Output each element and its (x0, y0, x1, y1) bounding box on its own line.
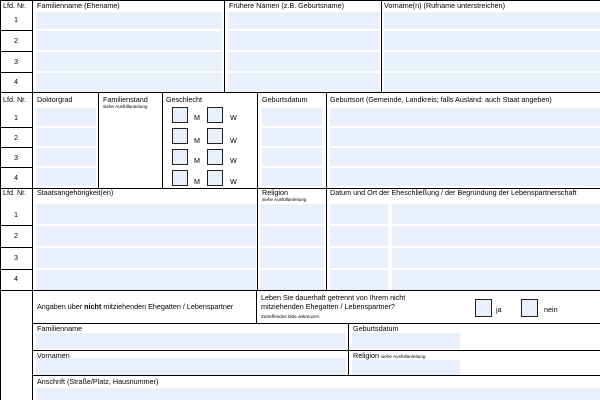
field-spouse-familienname[interactable] (36, 333, 346, 349)
spouse-question-note: Zutreffendes bitte ankreuzen (261, 314, 320, 319)
field-familienname-1[interactable] (36, 12, 222, 29)
field-fruehere-namen-3[interactable] (228, 52, 380, 71)
s3-header-staatsangehoerigkeit: Staatsangehörigkeit(en) (37, 188, 114, 197)
field-staatsangehoerigkeit-4[interactable] (36, 270, 256, 290)
checkbox-w-3[interactable] (207, 149, 223, 165)
field-religion-1[interactable] (260, 204, 324, 224)
spouse-intro-bold: nicht (84, 302, 102, 311)
checkbox-ja[interactable] (475, 299, 492, 317)
s3-header-lfd-nr: Lfd. Nr. (3, 188, 27, 197)
spouse-intro-prefix: Angaben über (37, 302, 85, 311)
label-w: W (230, 136, 237, 145)
s2-header-geschlecht: Geschlecht (166, 95, 202, 104)
field-doktorgrad-1[interactable] (36, 108, 96, 126)
spouse-question-line2: mitziehenden Ehegatten / Lebenspartner? (261, 302, 395, 311)
field-religion-4[interactable] (260, 270, 324, 290)
s1-row-number: 3 (14, 57, 18, 66)
s2-header-lfd-nr: Lfd. Nr. (3, 95, 27, 104)
spouse-religion-note: siehe Ausfüllanleitung (380, 354, 426, 359)
s2-row-number: 1 (14, 113, 18, 122)
field-fruehere-namen-4[interactable] (228, 73, 380, 92)
checkbox-w-4[interactable] (207, 170, 223, 186)
label-w: W (230, 177, 237, 186)
field-staatsangehoerigkeit-1[interactable] (36, 204, 256, 224)
checkbox-nein[interactable] (521, 299, 538, 317)
s2-header-geburtsdatum: Geburtsdatum (262, 95, 308, 104)
s2-row-number: 2 (14, 133, 18, 142)
field-staatsangehoerigkeit-2[interactable] (36, 226, 256, 246)
spouse-intro-suffix: mitziehenden Ehegatten / Lebenspartner (101, 302, 234, 311)
field-geburtsdatum-4[interactable] (262, 168, 322, 186)
field-vornamen-4[interactable] (384, 73, 600, 92)
s3-header-eheschliessung: Datum und Ort der Eheschließung / der Begründung der Lebenspartnerschaft (330, 188, 577, 197)
spouse-familienname-label: Familienname (37, 324, 83, 333)
field-geburtsort-4[interactable] (330, 168, 600, 186)
field-eheschliessung-ort-3[interactable] (392, 248, 600, 268)
field-eheschliessung-ort-4[interactable] (392, 270, 600, 290)
s2-header-doktorgrad: Doktorgrad (37, 95, 73, 104)
field-vornamen-3[interactable] (384, 52, 600, 71)
s2-row-number: 3 (14, 153, 18, 162)
spouse-question-line1: Leben Sie dauerhaft getrennt von Ihrem nicht (261, 293, 406, 302)
label-m: M (194, 177, 200, 186)
field-vornamen-2[interactable] (384, 31, 600, 50)
field-spouse-vornamen[interactable] (36, 358, 346, 375)
field-geburtsort-3[interactable] (330, 148, 600, 166)
label-ja: ja (496, 305, 502, 314)
field-spouse-anschrift[interactable] (36, 388, 600, 400)
field-familienname-2[interactable] (36, 31, 222, 50)
s2-header-familienstand: Familienstand (103, 95, 148, 104)
checkbox-m-1[interactable] (172, 107, 188, 123)
checkbox-m-4[interactable] (172, 170, 188, 186)
label-m: M (194, 156, 200, 165)
label-m: M (194, 113, 200, 122)
label-nein: nein (544, 305, 558, 314)
s3-row-number: 3 (14, 253, 18, 262)
field-spouse-religion[interactable] (352, 360, 460, 375)
field-eheschliessung-datum-2[interactable] (330, 226, 388, 246)
field-eheschliessung-ort-2[interactable] (392, 226, 600, 246)
field-fruehere-namen-1[interactable] (228, 12, 380, 29)
spouse-religion-text: Religion (353, 351, 379, 360)
s2-row-number: 4 (14, 173, 18, 182)
spouse-vornamen-label: Vornamen (37, 351, 70, 360)
field-fruehere-namen-2[interactable] (228, 31, 380, 50)
label-w: W (230, 156, 237, 165)
s2-header-geburtsort: Geburtsort (Gemeinde, Landkreis; falls Ausland: auch Staat angeben) (330, 95, 552, 104)
s1-header-familienname: Familienname (Ehename) (37, 1, 120, 10)
s1-row-number: 1 (14, 15, 18, 24)
field-geburtsort-1[interactable] (330, 108, 600, 126)
field-religion-3[interactable] (260, 248, 324, 268)
s1-header-vornamen: Vorname(n) (Rufname unterstreichen) (384, 1, 506, 10)
s2-familienstand-note: siehe Ausfüllanleitung (103, 104, 148, 109)
field-geburtsort-2[interactable] (330, 128, 600, 146)
s3-row-number: 2 (14, 231, 18, 240)
field-doktorgrad-2[interactable] (36, 128, 96, 146)
s1-header-fruehere-namen: Frühere Namen (z.B. Geburtsname) (229, 1, 345, 10)
s3-row-number: 1 (14, 210, 18, 219)
s1-row-number: 2 (14, 36, 18, 45)
field-spouse-geburtsdatum[interactable] (352, 333, 460, 349)
field-eheschliessung-ort-1[interactable] (392, 204, 600, 224)
field-eheschliessung-datum-4[interactable] (330, 270, 388, 290)
field-eheschliessung-datum-3[interactable] (330, 248, 388, 268)
field-geburtsdatum-1[interactable] (262, 108, 322, 126)
s1-row-number: 4 (14, 77, 18, 86)
field-doktorgrad-3[interactable] (36, 148, 96, 166)
field-eheschliessung-datum-1[interactable] (330, 204, 388, 224)
field-familienname-3[interactable] (36, 52, 222, 71)
s3-row-number: 4 (14, 274, 18, 283)
field-staatsangehoerigkeit-3[interactable] (36, 248, 256, 268)
spouse-intro (37, 303, 233, 311)
s1-header-lfd-nr: Lfd. Nr. (3, 1, 27, 10)
spouse-anschrift-label: Anschrift (Straße/Platz, Hausnummer) (37, 377, 159, 386)
field-geburtsdatum-2[interactable] (262, 128, 322, 146)
s3-religion-note: siehe Ausfüllanleitung (262, 197, 307, 202)
spouse-geburtsdatum-label: Geburtsdatum (353, 324, 399, 333)
checkbox-w-1[interactable] (207, 107, 223, 123)
field-geburtsdatum-3[interactable] (262, 148, 322, 166)
label-w: W (230, 113, 237, 122)
checkbox-w-2[interactable] (207, 128, 223, 144)
label-m: M (194, 136, 200, 145)
s3-header-religion: Religion (262, 188, 288, 197)
field-doktorgrad-4[interactable] (36, 168, 96, 186)
spouse-religion-label (353, 352, 425, 361)
checkbox-m-2[interactable] (172, 128, 188, 144)
field-familienname-4[interactable] (36, 73, 222, 92)
field-vornamen-1[interactable] (384, 12, 600, 29)
field-religion-2[interactable] (260, 226, 324, 246)
checkbox-m-3[interactable] (172, 149, 188, 165)
